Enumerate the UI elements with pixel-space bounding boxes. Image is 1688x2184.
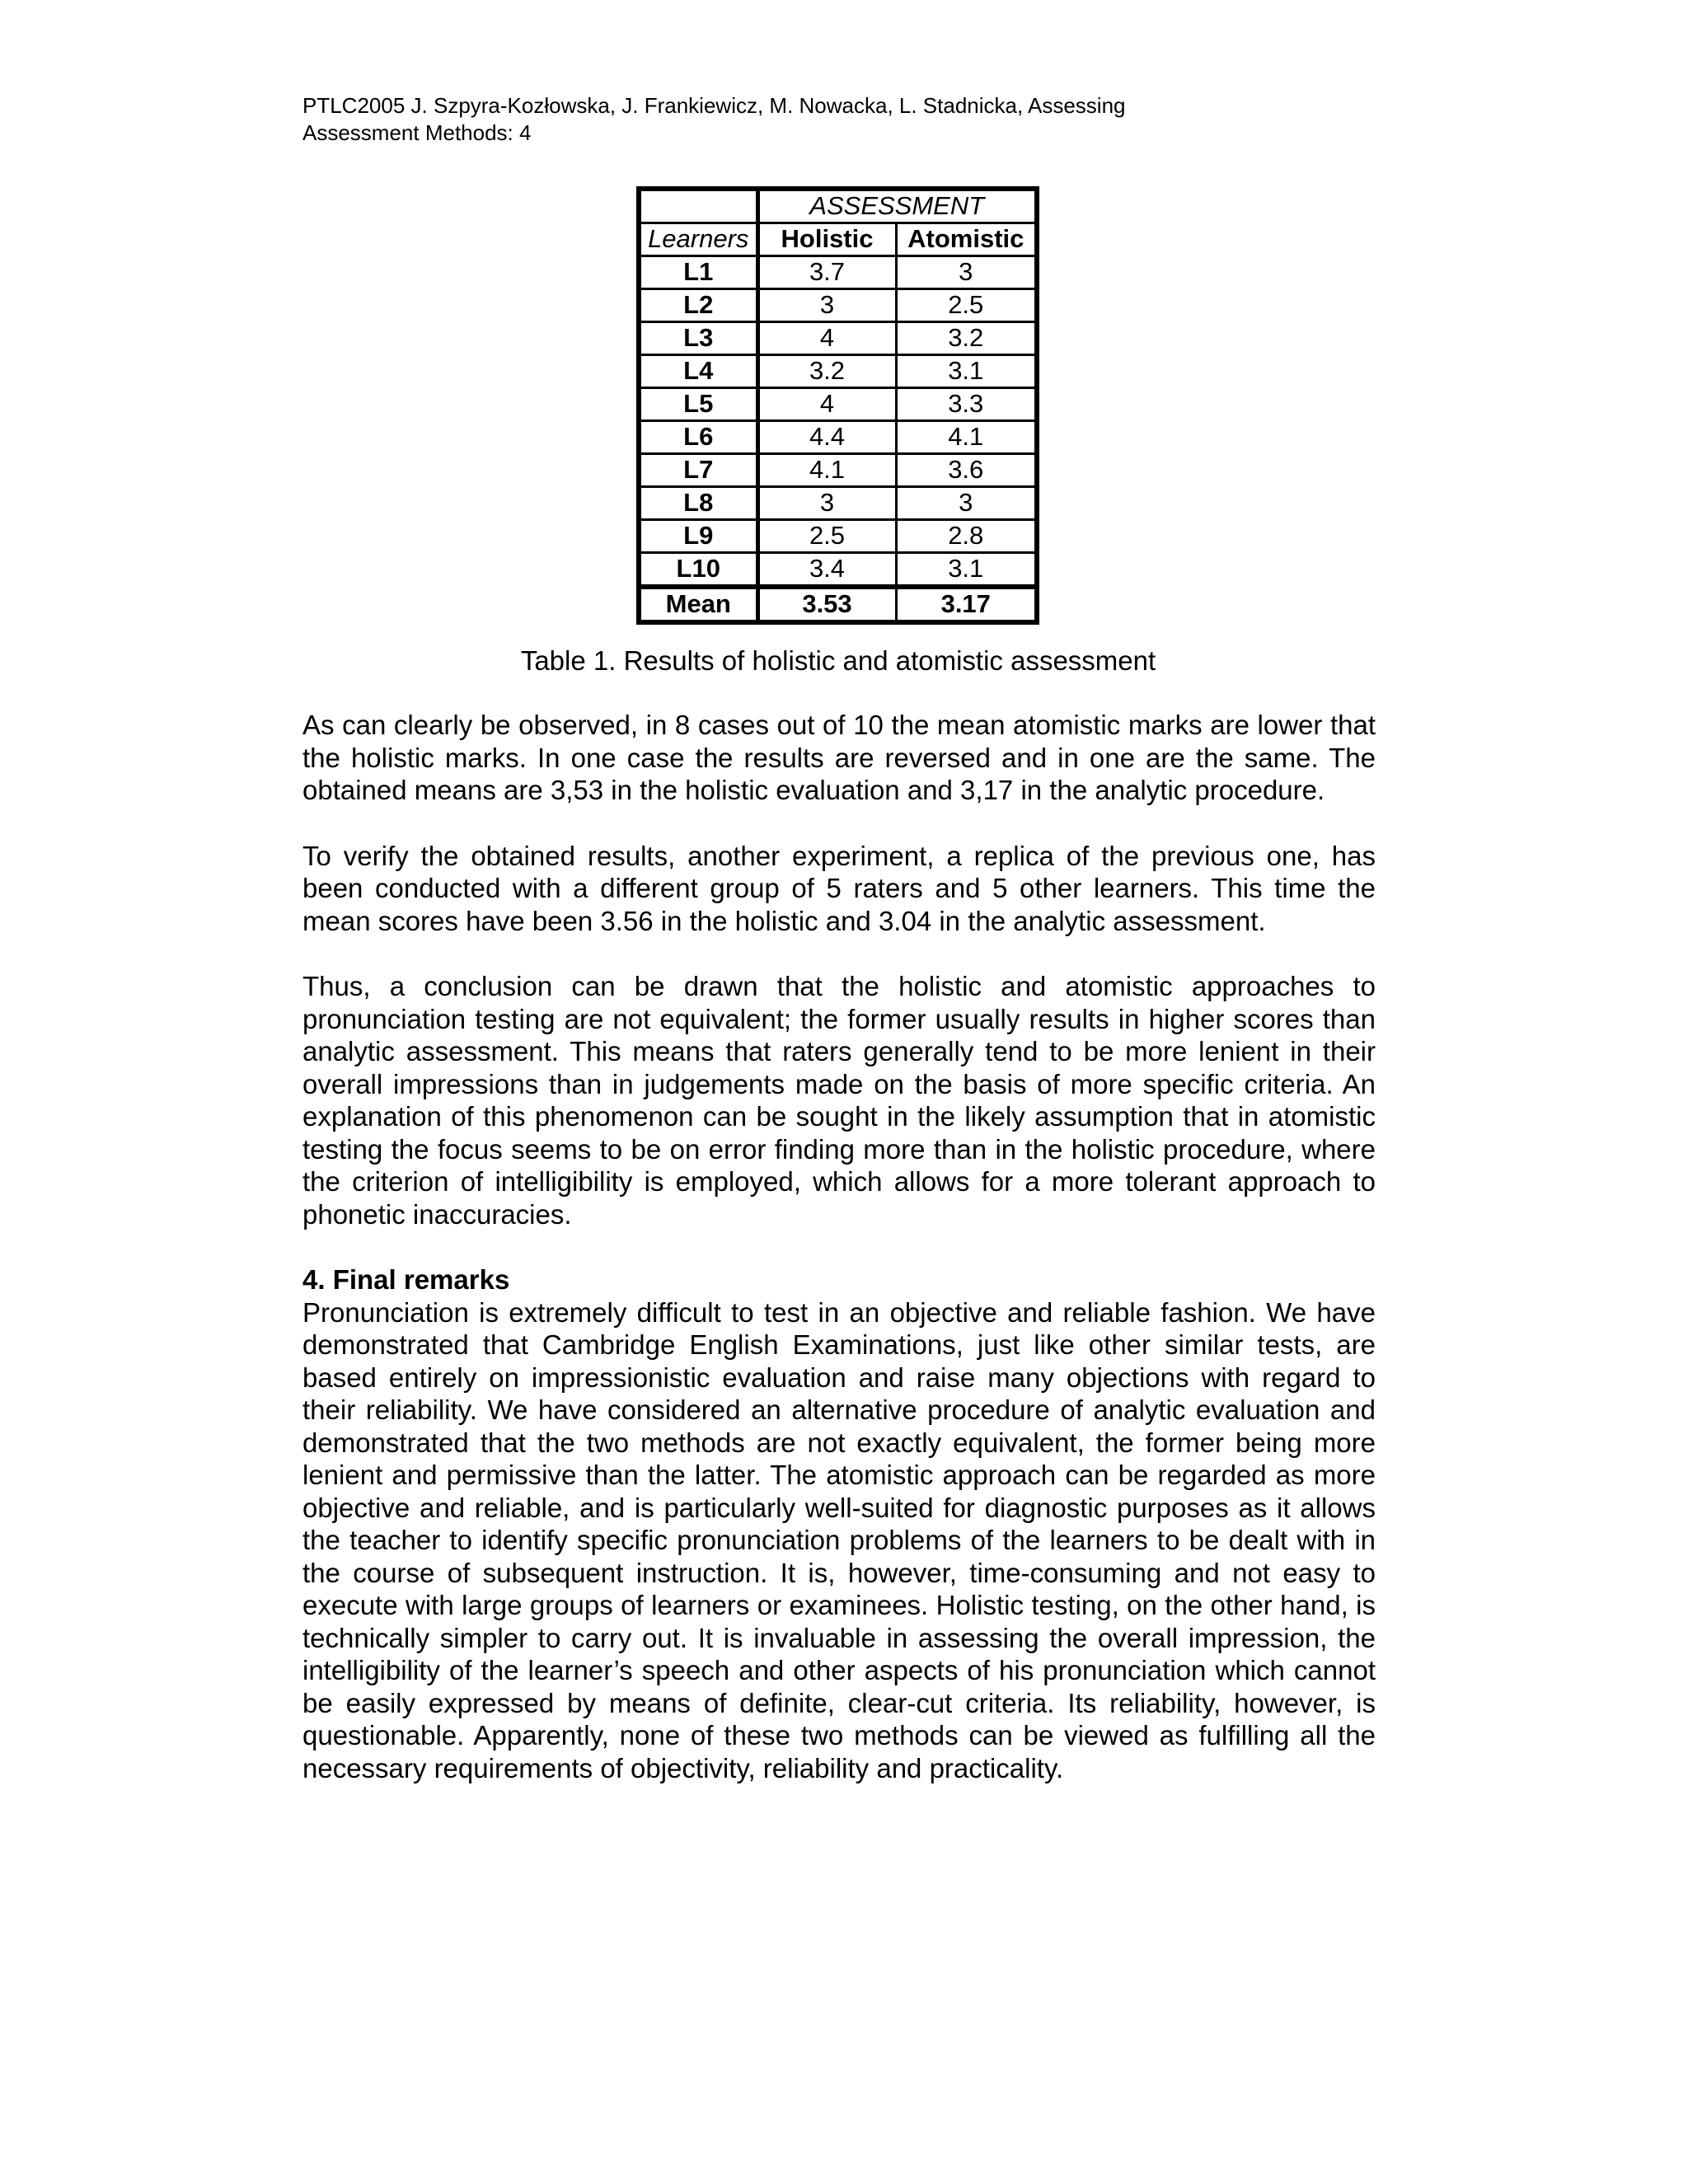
- atomistic-cell: 3.1: [896, 355, 1037, 388]
- header-line-1: PTLC2005 J. Szpyra-Kozłowska, J. Frankiewicz, M. Nowacka, L. Stadnicka, Assessing: [302, 93, 1126, 118]
- learner-cell: L8: [639, 487, 757, 520]
- atomistic-cell: 3: [896, 487, 1037, 520]
- results-table-container: [636, 186, 1039, 625]
- table-row: [639, 322, 1037, 355]
- table-row: [639, 421, 1037, 454]
- holistic-cell: 3: [757, 487, 896, 520]
- table-row: [639, 553, 1037, 588]
- section-heading: 4. Final remarks: [302, 1264, 510, 1295]
- mean-row: [639, 587, 1037, 622]
- mean-holistic: 3.53: [757, 587, 896, 622]
- holistic-cell: 4: [757, 388, 896, 421]
- learner-cell: L10: [639, 553, 757, 588]
- results-table: [636, 186, 1039, 625]
- learner-cell: L4: [639, 355, 757, 388]
- holistic-cell: 3.2: [757, 355, 896, 388]
- holistic-cell: 4.4: [757, 421, 896, 454]
- holistic-cell: 3.4: [757, 553, 896, 588]
- holistic-cell: 2.5: [757, 520, 896, 553]
- paragraph-3: Thus, a conclusion can be drawn that the holistic and atomistic approaches to pronunciation testing are not equivalent; the former usually results in higher scores than analytic assessment. This means that raters generally tend to be more lenient in their overall impressions than in judgements made on the basis of more specific criteria. An explanation of this phenomenon can be sought in the likely assumption that in atomistic testing the focus seems to be on error finding more than in the holistic procedure, where the criterion of intelligibility is employed, which allows for a more tolerant approach to phonetic inaccuracies.: [302, 971, 1376, 1230]
- learner-cell: L5: [639, 388, 757, 421]
- holistic-cell: 4: [757, 322, 896, 355]
- table-caption: Table 1. Results of holistic and atomistic assessment: [520, 645, 1156, 676]
- table-blank-corner: [639, 189, 757, 223]
- paragraph-1: As can clearly be observed, in 8 cases out of 10 the mean atomistic marks are lower that the holistic marks. In one case the results are reversed and in one are the same. The obtained means are 3,53 in the holistic evaluation and 3,17 in the analytic procedure.: [302, 710, 1376, 805]
- holistic-column-header: Holistic: [757, 223, 896, 256]
- atomistic-cell: 4.1: [896, 421, 1037, 454]
- mean-label: Mean: [639, 587, 757, 622]
- table-row: [639, 487, 1037, 520]
- table-group-header-row: [639, 189, 1037, 223]
- learner-cell: L3: [639, 322, 757, 355]
- atomistic-cell: 3.6: [896, 454, 1037, 487]
- atomistic-column-header: Atomistic: [896, 223, 1037, 256]
- atomistic-cell: 3.1: [896, 553, 1037, 588]
- learner-cell: L7: [639, 454, 757, 487]
- atomistic-cell: 3.3: [896, 388, 1037, 421]
- learners-column-header: Learners: [639, 223, 757, 256]
- table-row: [639, 520, 1037, 553]
- learner-cell: L9: [639, 520, 757, 553]
- holistic-cell: 3: [757, 289, 896, 322]
- mean-atomistic: 3.17: [896, 587, 1037, 622]
- assessment-group-header: ASSESSMENT: [757, 189, 1037, 223]
- holistic-cell: 3.7: [757, 256, 896, 289]
- atomistic-cell: 3: [896, 256, 1037, 289]
- learner-cell: L6: [639, 421, 757, 454]
- body-text: [302, 709, 1376, 1784]
- paragraph-2: To verify the obtained results, another experiment, a replica of the previous one, has been conducted with a different group of 5 raters and 5 other learners. This time the mean scores have been 3.56 in the holistic and 3.04 in the analytic assessment.: [302, 840, 1376, 936]
- learner-cell: L1: [639, 256, 757, 289]
- atomistic-cell: 3.2: [896, 322, 1037, 355]
- running-header: [302, 92, 1390, 147]
- table-row: [639, 289, 1037, 322]
- header-line-2: Assessment Methods: 4: [302, 120, 532, 145]
- table-row: [639, 355, 1037, 388]
- holistic-cell: 4.1: [757, 454, 896, 487]
- table-row: [639, 454, 1037, 487]
- atomistic-cell: 2.8: [896, 520, 1037, 553]
- table-column-header-row: [639, 223, 1037, 256]
- table-row: [639, 388, 1037, 421]
- paragraph-4: Pronunciation is extremely difficult to test in an objective and reliable fashion. We have demonstrated that Cambridge English Examinations, just like other similar tests, are based entirely on impressionistic evaluation and raise many objections with regard to their reliability. We have considered an alternative procedure of analytic evaluation and demonstrated that the two methods are not exactly equivalent, the former being more lenient and permissive than the latter. The atomistic approach can be regarded as more objective and reliable, and is particularly well-suited for diagnostic purposes as it allows the teacher to identify specific pronunciation problems of the learners to be dealt with in the course of subsequent instruction. It is, however, time-consuming and not easy to execute with large groups of learners or examinees. Holistic testing, on the other hand, is technically simpler to carry out. It is invaluable in assessing the overall impression, the intelligibility of the learner’s speech and other aspects of his pronunciation which cannot be easily expressed by means of definite, clear-cut criteria. Its reliability, however, is questionable. Apparently, none of these two methods can be viewed as fulfilling all the necessary requirements of objectivity, reliability and practicality.: [302, 1296, 1376, 1783]
- atomistic-cell: 2.5: [896, 289, 1037, 322]
- learner-cell: L2: [639, 289, 757, 322]
- table-row: [639, 256, 1037, 289]
